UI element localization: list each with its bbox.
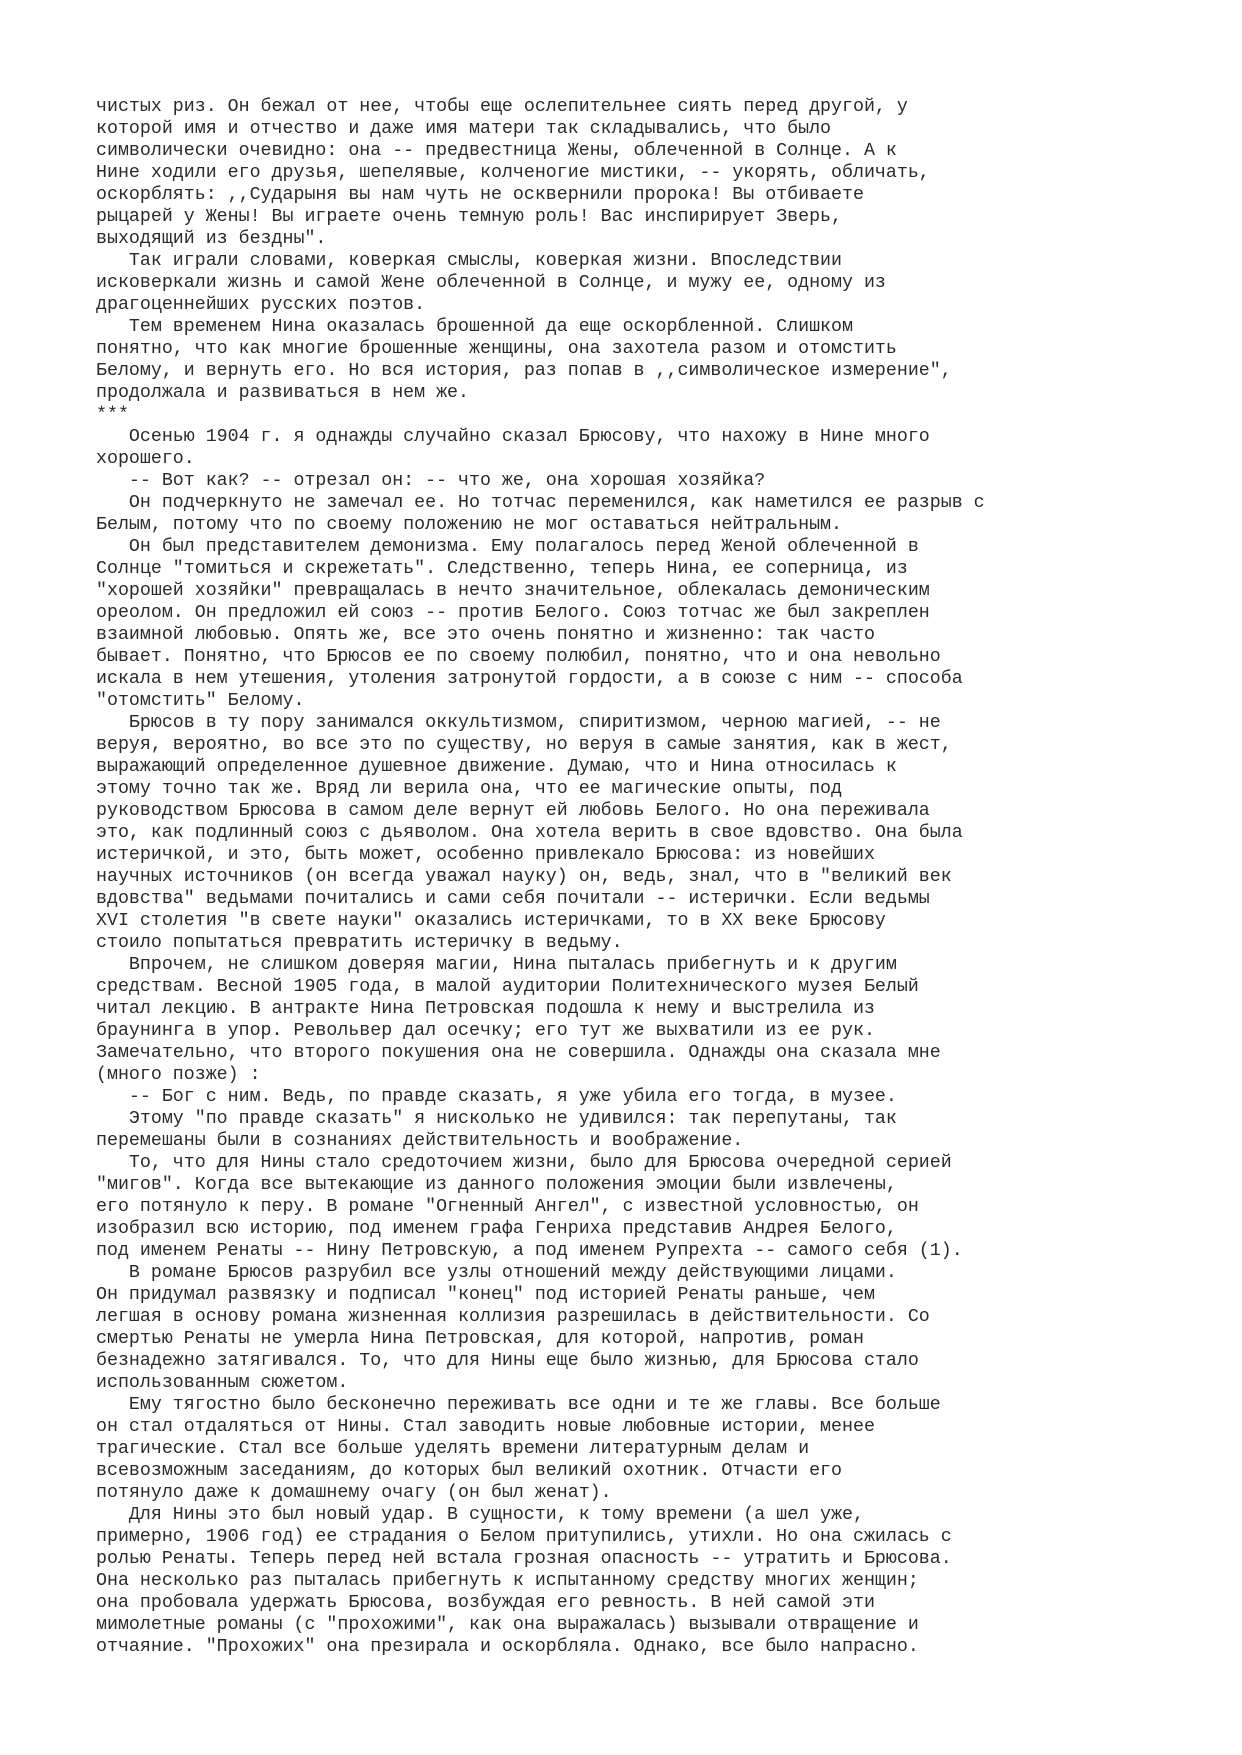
text-line: оскорблять: ,,Сударыня вы нам чуть не осквернили пророка! Вы отбиваете bbox=[96, 185, 864, 205]
text-line: Ему тягостно было бесконечно переживать все одни и те же главы. Все больше bbox=[96, 1395, 941, 1415]
text-line: То, что для Нины стало средоточием жизни, было для Брюсова очередной серией bbox=[96, 1153, 952, 1173]
text-line: Он придумал развязку и подписал "конец" под историей Ренаты раньше, чем bbox=[96, 1285, 875, 1305]
text-line: рыцарей у Жены! Вы играете очень темную роль! Вас инспирирует Зверь, bbox=[96, 207, 842, 227]
text-line: "хорошей хозяйки" превращалась в нечто значительное, облекалась демоническим bbox=[96, 581, 930, 601]
text-line: Этому "по правде сказать" я нисколько не удивился: так перепутаны, так bbox=[96, 1109, 897, 1129]
text-line: исковеркали жизнь и самой Жене облеченной в Солнце, и мужу ее, одному из bbox=[96, 273, 886, 293]
text-line: продолжала и развиваться в нем же. bbox=[96, 383, 469, 403]
text-line: выходящий из бездны". bbox=[96, 229, 327, 249]
text-line: чистых риз. Он бежал от нее, чтобы еще ослепительнее сиять перед другой, у bbox=[96, 97, 908, 117]
text-line: которой имя и отчество и даже имя матери так складывались, что было bbox=[96, 119, 832, 139]
text-line: понятно, что как многие брошенные женщины, она захотела разом и отомстить bbox=[96, 339, 897, 359]
text-line: стоило попытаться превратить истеричку в ведьму. bbox=[96, 933, 623, 953]
text-line: вдовства" ведьмами почитались и сами себя почитали -- истерички. Если ведьмы bbox=[96, 889, 930, 909]
text-line: смертью Ренаты не умерла Нина Петровская, для которой, напротив, роман bbox=[96, 1329, 864, 1349]
text-line: Брюсов в ту пору занимался оккультизмом, спиритизмом, черною магией, -- не bbox=[96, 713, 941, 733]
text-line: безнадежно затягивался. То, что для Нины еще было жизнью, для Брюсова стало bbox=[96, 1351, 919, 1371]
text-line: Тем временем Нина оказалась брошенной да еще оскорбленной. Слишком bbox=[96, 317, 853, 337]
text-line: истеричкой, и это, быть может, особенно привлекало Брюсова: из новейших bbox=[96, 845, 875, 865]
text-line: -- Бог с ним. Ведь, по правде сказать, я уже убила его тогда, в музее. bbox=[96, 1087, 897, 1107]
text-line: научных источников (он всегда уважал науку) он, ведь, знал, что в "великий век bbox=[96, 867, 952, 887]
text-line: Для Нины это был новый удар. В сущности, к тому времени (а шел уже, bbox=[96, 1505, 864, 1525]
text-line: легшая в основу романа жизненная коллизия разрешилась в действительности. Со bbox=[96, 1307, 930, 1327]
text-line: выражающий определенное душевное движение. Думаю, что и Нина относилась к bbox=[96, 757, 897, 777]
text-line: Белому, и вернуть его. Но вся история, раз попав в ,,символическое измерение", bbox=[96, 361, 952, 381]
text-line: (много позже) : bbox=[96, 1065, 261, 1085]
text-line: перемешаны были в сознаниях действительность и воображение. bbox=[96, 1131, 744, 1151]
text-line: Она несколько раз пыталась прибегнуть к испытанному средству многих женщин; bbox=[96, 1571, 919, 1591]
text-line: бывает. Понятно, что Брюсов ее по своему полюбил, понятно, что и она невольно bbox=[96, 647, 941, 667]
text-line: Он подчеркнуто не замечал ее. Но тотчас переменился, как наметился ее разрыв с bbox=[96, 493, 985, 513]
text-line: "мигов". Когда все вытекающие из данного положения эмоции были извлечены, bbox=[96, 1175, 897, 1195]
text-line: это, как подлинный союз с дьяволом. Она хотела верить в свое вдовство. Она была bbox=[96, 823, 963, 843]
text-line: всевозможным заседаниям, до которых был великий охотник. Отчасти его bbox=[96, 1461, 842, 1481]
text-line: читал лекцию. В антракте Нина Петровская подошла к нему и выстрелила из bbox=[96, 999, 875, 1019]
text-line: В романе Брюсов разрубил все узлы отношений между действующими лицами. bbox=[96, 1263, 897, 1283]
text-line: искала в нем утешения, утоления затронутой гордости, а в союзе с ним -- способа bbox=[96, 669, 963, 689]
text-line: она пробовала удержать Брюсова, возбуждая его ревность. В ней самой эти bbox=[96, 1593, 875, 1613]
text-line: ореолом. Он предложил ей союз -- против Белого. Союз тотчас же был закреплен bbox=[96, 603, 930, 623]
text-line: Осенью 1904 г. я однажды случайно сказал Брюсову, что нахожу в Нине много bbox=[96, 427, 930, 447]
text-line: средствам. Весной 1905 года, в малой аудитории Политехнического музея Белый bbox=[96, 977, 919, 997]
text-line: использованным сюжетом. bbox=[96, 1373, 349, 1393]
text-line: взаимной любовью. Опять же, все это очень понятно и жизненно: так часто bbox=[96, 625, 875, 645]
text-line: изобразил всю историю, под именем графа Генриха представив Андрея Белого, bbox=[96, 1219, 897, 1239]
text-line: этому точно так же. Вряд ли верила она, что ее магические опыты, под bbox=[96, 779, 842, 799]
text-line: Солнце "томиться и скрежетать". Следственно, теперь Нина, ее соперница, из bbox=[96, 559, 908, 579]
text-line: веруя, вероятно, во все это по существу, но веруя в самые занятия, как в жест, bbox=[96, 735, 952, 755]
text-line: символически очевидно: она -- предвестница Жены, облеченной в Солнце. А к bbox=[96, 141, 897, 161]
text-line: Нине ходили его друзья, шепелявые, колченогие мистики, -- укорять, обличать, bbox=[96, 163, 930, 183]
text-line: руководством Брюсова в самом деле вернут ей любовь Белого. Но она переживала bbox=[96, 801, 930, 821]
text-line: мимолетные романы (с "прохожими", как она выражалась) вызывали отвращение и bbox=[96, 1615, 919, 1635]
document-page bbox=[96, 96, 1226, 1658]
text-line: *** bbox=[96, 405, 129, 425]
text-line: -- Вот как? -- отрезал он: -- что же, она хорошая хозяйка? bbox=[96, 471, 766, 491]
text-line: трагические. Стал все больше уделять времени литературным делам и bbox=[96, 1439, 810, 1459]
text-line: хорошего. bbox=[96, 449, 195, 469]
text-line: ролью Ренаты. Теперь перед ней встала грозная опасность -- утратить и Брюсова. bbox=[96, 1549, 952, 1569]
text-line: под именем Ренаты -- Нину Петровскую, а под именем Рупрехта -- самого себя (1). bbox=[96, 1241, 963, 1261]
text-line: "отомстить" Белому. bbox=[96, 691, 305, 711]
text-line: браунинга в упор. Револьвер дал осечку; его тут же выхватили из ее рук. bbox=[96, 1021, 875, 1041]
text-line: XVI столетия "в свете науки" оказались истеричками, то в XX веке Брюсову bbox=[96, 911, 886, 931]
text-line: Так играли словами, коверкая смыслы, коверкая жизни. Впоследствии bbox=[96, 251, 842, 271]
text-line: Он был представителем демонизма. Ему полагалось перед Женой облеченной в bbox=[96, 537, 919, 557]
text-line: отчаяние. "Прохожих" она презирала и оскорбляла. Однако, все было напрасно. bbox=[96, 1637, 919, 1657]
text-line: потянуло даже к домашнему очагу (он был женат). bbox=[96, 1483, 612, 1503]
text-line: он стал отдаляться от Нины. Стал заводить новые любовные истории, менее bbox=[96, 1417, 875, 1437]
text-line: драгоценнейших русских поэтов. bbox=[96, 295, 426, 315]
text-line: Белым, потому что по своему положению не мог оставаться нейтральным. bbox=[96, 515, 842, 535]
text-line: его потянуло к перу. В романе "Огненный Ангел", с известной условностью, он bbox=[96, 1197, 919, 1217]
text-line: Впрочем, не слишком доверяя магии, Нина пыталась прибегнуть и к другим bbox=[96, 955, 897, 975]
text-line: примерно, 1906 год) ее страдания о Белом притупились, утихли. Но она сжилась с bbox=[96, 1527, 952, 1547]
text-line: Замечательно, что второго покушения она не совершила. Однажды она сказала мне bbox=[96, 1043, 941, 1063]
